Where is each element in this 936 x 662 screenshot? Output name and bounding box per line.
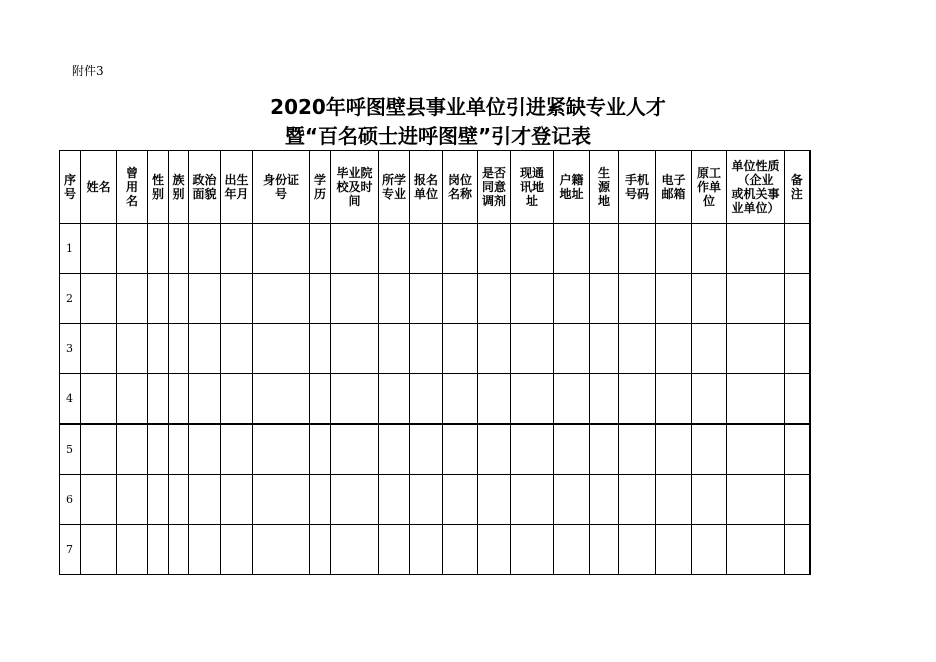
entry-cell[interactable] [478, 374, 511, 425]
table-row [60, 424, 810, 475]
entry-cell[interactable] [379, 374, 410, 425]
column-header-text: 岗位 [447, 173, 472, 187]
column-header-text: 户籍 [559, 173, 584, 187]
entry-cell[interactable] [692, 274, 727, 324]
column-header-0 [60, 151, 81, 224]
column-header-text: 手机 [624, 173, 649, 187]
column-header-text: 单位 [413, 187, 438, 201]
entry-cell[interactable] [692, 525, 727, 575]
column-header-text: 单位性质 [731, 159, 780, 173]
column-header-text: 调剂 [481, 194, 506, 208]
entry-cell[interactable] [189, 324, 221, 374]
entry-cell[interactable] [619, 424, 656, 475]
entry-cell[interactable] [379, 525, 410, 575]
entry-cell[interactable] [331, 224, 379, 274]
column-header-text: 序 [63, 173, 76, 187]
column-header-20 [727, 151, 785, 224]
column-header-10 [379, 151, 410, 224]
entry-cell[interactable] [169, 475, 189, 525]
column-header-text: 讯地 [519, 180, 544, 194]
entry-cell[interactable] [169, 374, 189, 425]
entry-cell[interactable] [785, 525, 810, 575]
table-row [60, 324, 810, 374]
column-header-text: 族 [172, 173, 185, 187]
entry-cell[interactable] [727, 475, 785, 525]
entry-cell[interactable] [511, 374, 554, 425]
entry-cell[interactable] [785, 475, 810, 525]
entry-cell[interactable] [310, 224, 331, 274]
entry-cell[interactable] [169, 324, 189, 374]
column-header-21 [785, 151, 810, 224]
entry-cell[interactable] [117, 475, 148, 525]
entry-cell[interactable] [511, 475, 554, 525]
entry-cell[interactable] [148, 224, 169, 274]
entry-cell[interactable] [148, 525, 169, 575]
entry-cell[interactable] [81, 274, 117, 324]
entry-cell[interactable] [410, 475, 443, 525]
entry-cell[interactable] [310, 324, 331, 374]
entry-cell[interactable] [189, 224, 221, 274]
column-header-text: 作单 [696, 180, 721, 194]
attachment-label: 附件3 [72, 64, 104, 78]
column-header-text: 别 [172, 187, 185, 201]
entry-cell[interactable] [221, 424, 253, 475]
entry-cell[interactable] [511, 525, 554, 575]
entry-cell[interactable] [554, 374, 590, 425]
column-header-text: 面貌 [192, 187, 217, 201]
entry-cell[interactable] [331, 324, 379, 374]
column-header-17 [619, 151, 656, 224]
column-header-text: 原工 [696, 166, 721, 180]
entry-cell[interactable] [331, 374, 379, 425]
entry-cell[interactable] [253, 224, 310, 274]
entry-cell[interactable] [656, 424, 692, 475]
column-header-19 [692, 151, 727, 224]
entry-cell[interactable] [169, 525, 189, 575]
entry-cell[interactable] [785, 424, 810, 475]
entry-cell[interactable] [692, 324, 727, 374]
entry-cell[interactable] [117, 224, 148, 274]
column-header-text: 校及时 [336, 180, 373, 194]
entry-cell[interactable] [692, 475, 727, 525]
entry-cell[interactable] [692, 224, 727, 274]
table-header-row [60, 151, 810, 224]
entry-cell[interactable] [221, 475, 253, 525]
entry-cell[interactable] [656, 525, 692, 575]
column-header-12 [443, 151, 478, 224]
entry-cell[interactable] [619, 324, 656, 374]
entry-cell[interactable] [478, 274, 511, 324]
entry-cell[interactable] [656, 324, 692, 374]
column-header-text: 是否 [481, 166, 506, 180]
entry-cell[interactable] [619, 274, 656, 324]
column-header-11 [410, 151, 443, 224]
entry-cell[interactable] [221, 525, 253, 575]
entry-cell[interactable] [253, 424, 310, 475]
entry-cell[interactable] [117, 324, 148, 374]
entry-cell[interactable] [727, 424, 785, 475]
column-header-text: 性 [151, 173, 164, 187]
column-header-15 [554, 151, 590, 224]
entry-cell[interactable] [511, 224, 554, 274]
entry-cell[interactable] [379, 274, 410, 324]
entry-cell[interactable] [554, 324, 590, 374]
column-header-text: 身份证 [262, 173, 299, 187]
entry-cell[interactable] [81, 475, 117, 525]
entry-cell[interactable] [117, 424, 148, 475]
entry-cell[interactable] [81, 374, 117, 425]
entry-cell[interactable] [379, 475, 410, 525]
column-header-16 [590, 151, 619, 224]
column-header-text: 现通 [519, 166, 544, 180]
entry-cell[interactable] [443, 324, 478, 374]
column-header-text: 注 [790, 187, 803, 201]
entry-cell[interactable] [117, 525, 148, 575]
entry-cell[interactable] [81, 224, 117, 274]
entry-cell[interactable] [189, 374, 221, 425]
entry-cell[interactable] [253, 324, 310, 374]
entry-cell[interactable] [478, 424, 511, 475]
entry-cell[interactable] [148, 374, 169, 425]
row-number-cell: 1 [60, 224, 81, 274]
entry-cell[interactable] [310, 274, 331, 324]
column-header-text: 专业 [381, 187, 406, 201]
column-header-7 [253, 151, 310, 224]
entry-cell[interactable] [310, 475, 331, 525]
entry-cell[interactable] [310, 525, 331, 575]
entry-cell[interactable] [169, 424, 189, 475]
entry-cell[interactable] [169, 274, 189, 324]
entry-cell[interactable] [590, 475, 619, 525]
entry-cell[interactable] [410, 525, 443, 575]
entry-cell[interactable] [253, 274, 310, 324]
column-header-text: 间 [348, 194, 361, 208]
column-header-6 [221, 151, 253, 224]
column-header-text: 地址 [559, 187, 584, 201]
column-header-text: 邮箱 [661, 187, 686, 201]
column-header-13 [478, 151, 511, 224]
entry-cell[interactable] [148, 424, 169, 475]
entry-cell[interactable] [310, 374, 331, 425]
column-header-14 [511, 151, 554, 224]
entry-cell[interactable] [331, 424, 379, 475]
entry-cell[interactable] [727, 324, 785, 374]
column-header-text: 学 [313, 173, 326, 187]
column-header-text: 地 [597, 194, 610, 208]
row-number-cell: 6 [60, 475, 81, 525]
entry-cell[interactable] [410, 274, 443, 324]
entry-cell[interactable] [692, 424, 727, 475]
column-header-text: 毕业院 [336, 166, 373, 180]
entry-cell[interactable] [443, 424, 478, 475]
entry-cell[interactable] [189, 424, 221, 475]
entry-cell[interactable] [727, 274, 785, 324]
column-header-3 [148, 151, 169, 224]
column-header-text: 号 [274, 187, 287, 201]
entry-cell[interactable] [410, 374, 443, 425]
entry-cell[interactable] [148, 274, 169, 324]
entry-cell[interactable] [656, 274, 692, 324]
column-header-text: 用 [125, 180, 138, 194]
row-number-cell: 5 [60, 424, 81, 475]
table-row [60, 374, 810, 425]
entry-cell[interactable] [785, 324, 810, 374]
entry-cell[interactable] [443, 475, 478, 525]
entry-cell[interactable] [443, 525, 478, 575]
entry-cell[interactable] [81, 324, 117, 374]
entry-cell[interactable] [619, 224, 656, 274]
entry-cell[interactable] [727, 374, 785, 425]
entry-cell[interactable] [221, 274, 253, 324]
entry-cell[interactable] [81, 424, 117, 475]
table-row [60, 525, 810, 575]
entry-cell[interactable] [554, 274, 590, 324]
entry-cell[interactable] [443, 224, 478, 274]
entry-cell[interactable] [253, 374, 310, 425]
entry-cell[interactable] [478, 224, 511, 274]
entry-cell[interactable] [590, 424, 619, 475]
entry-cell[interactable] [410, 424, 443, 475]
column-header-text: 曾 [125, 166, 138, 180]
row-number-cell: 3 [60, 324, 81, 374]
column-header-text: 姓名 [86, 180, 111, 194]
entry-cell[interactable] [443, 274, 478, 324]
entry-cell[interactable] [590, 224, 619, 274]
entry-cell[interactable] [221, 224, 253, 274]
entry-cell[interactable] [785, 274, 810, 324]
entry-cell[interactable] [117, 274, 148, 324]
entry-cell[interactable] [590, 324, 619, 374]
entry-cell[interactable] [656, 374, 692, 425]
entry-cell[interactable] [410, 224, 443, 274]
column-header-text: 源 [597, 180, 610, 194]
column-header-text: 同意 [481, 180, 506, 194]
entry-cell[interactable] [511, 424, 554, 475]
column-header-text: 或机关事 [731, 187, 780, 201]
entry-cell[interactable] [253, 525, 310, 575]
column-header-text: 名称 [447, 187, 472, 201]
column-header-text: 业单位） [731, 201, 780, 215]
row-number-cell: 4 [60, 374, 81, 425]
entry-cell[interactable] [590, 374, 619, 425]
column-header-9 [331, 151, 379, 224]
column-header-4 [169, 151, 189, 224]
entry-cell[interactable] [656, 475, 692, 525]
column-header-text: （企业 [737, 173, 774, 187]
column-header-text: 所学 [381, 173, 406, 187]
entry-cell[interactable] [443, 374, 478, 425]
entry-cell[interactable] [590, 274, 619, 324]
entry-cell[interactable] [590, 525, 619, 575]
column-header-text: 别 [151, 187, 164, 201]
column-header-text: 备 [790, 173, 803, 187]
entry-cell[interactable] [379, 324, 410, 374]
entry-cell[interactable] [511, 324, 554, 374]
column-header-18 [656, 151, 692, 224]
entry-cell[interactable] [331, 274, 379, 324]
entry-cell[interactable] [148, 475, 169, 525]
column-header-1 [81, 151, 117, 224]
column-header-8 [310, 151, 331, 224]
column-header-text: 出生 [224, 173, 249, 187]
entry-cell[interactable] [478, 324, 511, 374]
row-number-cell: 7 [60, 525, 81, 575]
entry-cell[interactable] [727, 525, 785, 575]
entry-cell[interactable] [331, 525, 379, 575]
form-title-line1: 2020年呼图壁县事业单位引进紧缺专业人才 [270, 95, 666, 119]
entry-cell[interactable] [554, 224, 590, 274]
entry-cell[interactable] [379, 424, 410, 475]
entry-cell[interactable] [656, 224, 692, 274]
entry-cell[interactable] [410, 324, 443, 374]
row-number-cell: 2 [60, 274, 81, 324]
column-header-2 [117, 151, 148, 224]
registration-table [59, 150, 811, 575]
table-row [60, 475, 810, 525]
entry-cell[interactable] [785, 374, 810, 425]
column-header-text: 址 [525, 194, 538, 208]
entry-cell[interactable] [148, 324, 169, 374]
entry-cell[interactable] [253, 475, 310, 525]
entry-cell[interactable] [310, 424, 331, 475]
column-header-text: 号码 [624, 187, 649, 201]
column-header-text: 历 [313, 187, 326, 201]
entry-cell[interactable] [331, 475, 379, 525]
entry-cell[interactable] [619, 374, 656, 425]
entry-cell[interactable] [785, 224, 810, 274]
column-header-text: 电子 [661, 173, 686, 187]
table-row [60, 274, 810, 324]
column-header-text: 号 [63, 187, 76, 201]
entry-cell[interactable] [221, 324, 253, 374]
form-title-line2: 暨“百名硕士进呼图壁”引才登记表 [284, 124, 592, 148]
entry-cell[interactable] [478, 475, 511, 525]
table-row [60, 224, 810, 274]
column-header-text: 位 [702, 194, 715, 208]
entry-cell[interactable] [554, 525, 590, 575]
entry-cell[interactable] [554, 475, 590, 525]
entry-cell[interactable] [692, 374, 727, 425]
entry-cell[interactable] [727, 224, 785, 274]
column-header-text: 年月 [224, 187, 249, 201]
entry-cell[interactable] [619, 475, 656, 525]
entry-cell[interactable] [189, 274, 221, 324]
entry-cell[interactable] [478, 525, 511, 575]
entry-cell[interactable] [189, 475, 221, 525]
column-header-text: 报名 [413, 173, 438, 187]
entry-cell[interactable] [619, 525, 656, 575]
entry-cell[interactable] [221, 374, 253, 425]
entry-cell[interactable] [379, 224, 410, 274]
entry-cell[interactable] [81, 525, 117, 575]
entry-cell[interactable] [189, 525, 221, 575]
entry-cell[interactable] [117, 374, 148, 425]
column-header-5 [189, 151, 221, 224]
entry-cell[interactable] [169, 224, 189, 274]
column-header-text: 名 [125, 194, 138, 208]
entry-cell[interactable] [554, 424, 590, 475]
entry-cell[interactable] [511, 274, 554, 324]
column-header-text: 生 [597, 166, 610, 180]
column-header-text: 政治 [192, 173, 217, 187]
